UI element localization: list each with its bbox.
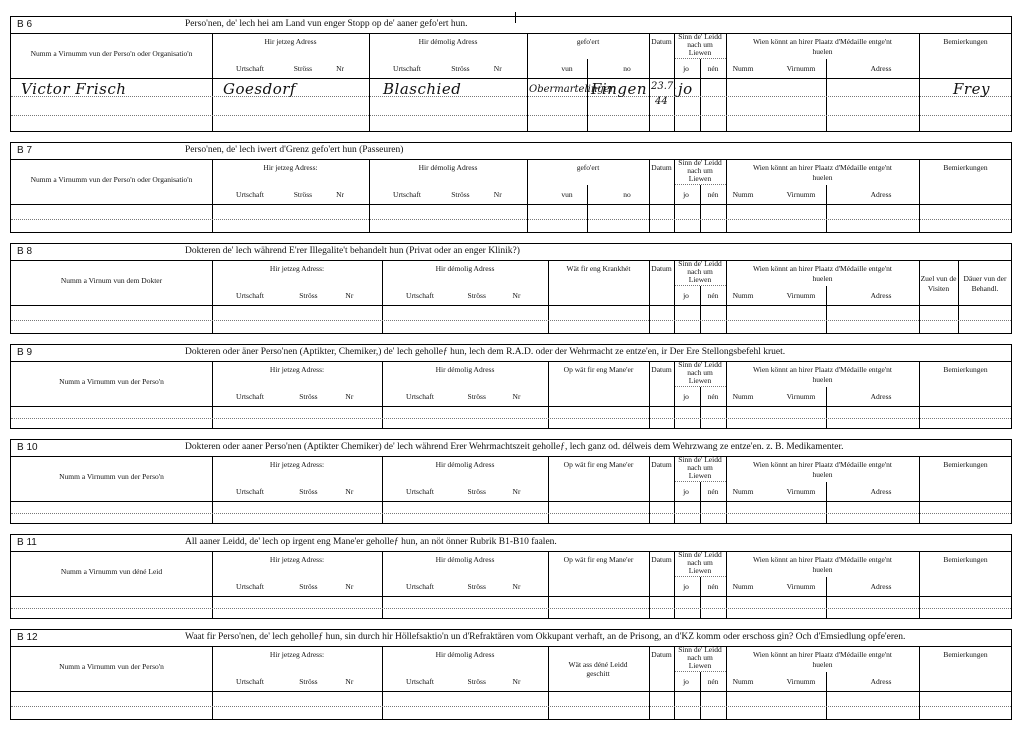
column-divider (548, 646, 549, 719)
column-divider (919, 646, 920, 719)
section-b10 (10, 439, 1012, 524)
section-title: Dokteren de' lech während E'rer Illegalite't behandelt hun (Privat oder an enger Klinik?) (185, 246, 520, 256)
section-title: Waat fir Perso'nen, de' lech geholleƒ hun, sin durch hir Höllefsaktio'n un d'Refraktären vom Okkupant verhaft, an de Prisong, an d'KZ komm oder erschoss gin? Och d'Emsiedlung opfe'eren. (185, 632, 906, 642)
column-header-row (11, 646, 1011, 692)
row-divider (11, 608, 1011, 609)
column-divider (212, 260, 213, 333)
alive-header: Sinn de' Leidd nach um Liewen (678, 455, 722, 480)
date-header: Datum (651, 37, 672, 46)
section-b6 (10, 16, 1012, 132)
firstname-subheader: Virnumm (786, 677, 816, 686)
yes-no-divider (700, 577, 701, 618)
firstname-subheader: Virnumm (786, 291, 816, 300)
surname-subheader: Numm (732, 64, 754, 73)
remarks-header: Bemierkungen (943, 365, 988, 374)
town-subheader: Urtschaft (236, 190, 264, 199)
current-address-header: Hir jetzeg Adress: (269, 460, 325, 469)
column-divider (369, 159, 370, 232)
column-divider (649, 33, 650, 131)
town-subheader: Urtschaft (393, 190, 421, 199)
current-address-header: Hir jetzeg Adress: (263, 163, 318, 172)
medal-header: Wien könnt an hirer Plaatz d'Médaille entge'nt huelen (752, 37, 893, 56)
column-divider (548, 260, 549, 333)
street-subheader: Ströss (299, 291, 318, 300)
section-title: Dokteren oder aaner Perso'nen (Aptikter Chemiker) de' lech während Erer Wehrmachtszeit geholleƒ, lech ganz od. délweis dem Wehrzwang ze entze'en. z. B. Medikamenter. (185, 442, 844, 452)
purpose-header: Wät ass déné Leidd geschitt (568, 660, 628, 678)
number-subheader: Nr (493, 190, 502, 199)
section-title: Perso'nen, de' lech hei am Land vun enger Stopp op de' aaner gefo'ert hun. (185, 19, 468, 29)
number-subheader: Nr (345, 487, 354, 496)
column-header-row (11, 260, 1011, 306)
remarks-header: Bemierkungen (943, 163, 988, 172)
column-divider (958, 260, 959, 333)
remarks-header: Bemierkungen (943, 37, 988, 46)
number-subheader: Nr (512, 677, 521, 686)
entry-name: Victor Frisch (21, 80, 127, 98)
address-subheader: Adress (870, 487, 892, 496)
address-subheader: Adress (870, 190, 892, 199)
date-header: Datum (651, 365, 672, 374)
number-subheader: Nr (345, 291, 354, 300)
name-column-header: Numm a Virnumm vun der Perso'n (59, 377, 164, 386)
medal-header: Wien könnt an hirer Plaatz d'Médaille entge'nt huelen (752, 163, 893, 182)
surname-subheader: Numm (732, 392, 754, 401)
number-subheader: Nr (345, 582, 354, 591)
column-header-row (11, 159, 1011, 205)
number-subheader: Nr (512, 392, 521, 401)
section-header (11, 17, 1011, 34)
column-divider (382, 646, 383, 719)
former-address-header: Hir démolig Adress (435, 460, 495, 469)
current-address-header: Hir jetzeg Adress (264, 37, 317, 46)
address-subheader: Adress (870, 64, 892, 73)
section-b9 (10, 344, 1012, 429)
address-subheader: Adress (870, 582, 892, 591)
section-b7 (10, 142, 1012, 233)
row-divider (11, 219, 1011, 220)
street-subheader: Ströss (467, 291, 486, 300)
column-divider (649, 260, 650, 333)
column-header-row (11, 361, 1011, 407)
surname-subheader: Numm (732, 190, 754, 199)
section-code: B 12 (17, 632, 38, 643)
to-subheader: no (623, 64, 631, 73)
street-subheader: Ströss (299, 677, 318, 686)
surname-subheader: Numm (732, 291, 754, 300)
purpose-header: Op wät fir eng Mane'er (563, 555, 634, 564)
column-header-row (11, 551, 1011, 597)
row-divider (11, 706, 1011, 707)
column-divider (212, 646, 213, 719)
town-subheader: Urtschaft (236, 487, 264, 496)
column-divider (527, 159, 528, 232)
address-subheader: Adress (870, 677, 892, 686)
entry-alive-yes: jo (678, 80, 693, 98)
section-code: B 10 (17, 442, 38, 453)
yes-subheader: jo (683, 582, 689, 591)
name-column-header: Numm a Virnum vun dem Dokter (60, 276, 163, 285)
yes-subheader: jo (683, 487, 689, 496)
medal-divider (826, 387, 827, 428)
date-header: Datum (651, 264, 672, 273)
current-address-header: Hir jetzeg Adress: (269, 650, 325, 659)
row-divider (11, 418, 1011, 419)
street-subheader: Ströss (451, 64, 470, 73)
medal-divider (826, 59, 827, 131)
yes-no-divider (700, 482, 701, 523)
medal-header: Wien könnt an hirer Plaatz d'Médaille entge'nt huelen (752, 650, 893, 669)
date-header: Datum (651, 555, 672, 564)
firstname-subheader: Virnumm (786, 64, 816, 73)
remarks-header: Bemierkungen (943, 650, 988, 659)
street-subheader: Ströss (299, 487, 318, 496)
town-subheader: Urtschaft (406, 291, 434, 300)
section-code: B 7 (17, 145, 33, 156)
entry-to: Fingen (591, 80, 648, 98)
medal-divider (826, 185, 827, 232)
medal-header: Wien könnt an hirer Plaatz d'Médaille entge'nt huelen (752, 555, 893, 574)
current-address-header: Hir jetzeg Adress: (269, 365, 325, 374)
alive-header: Sinn de' Leidd nach um Liewen (678, 645, 722, 670)
town-subheader: Urtschaft (236, 291, 264, 300)
column-divider (919, 159, 920, 232)
number-subheader: Nr (512, 487, 521, 496)
address-subheader: Adress (870, 291, 892, 300)
medal-divider (826, 672, 827, 719)
yes-subheader: jo (683, 64, 689, 73)
column-divider (726, 33, 727, 131)
date-header: Datum (651, 163, 672, 172)
transported-header: gefo'ert (576, 163, 600, 172)
name-column-header: Numm a Virnumm vun der Perso'n oder Organisatio'n (30, 175, 193, 184)
alive-header: Sinn de' Leidd nach um Liewen (678, 158, 722, 183)
name-column-header: Numm a Virnumm vun déné Leid (60, 567, 163, 576)
duration-header: Däuer vun der Behandl. (963, 274, 1007, 293)
row-divider (11, 320, 1011, 321)
entry-date-year: 44 (655, 96, 668, 107)
number-subheader: Nr (512, 582, 521, 591)
medal-header: Wien könnt an hirer Plaatz d'Médaille entge'nt huelen (752, 460, 893, 479)
from-subheader: vun (561, 64, 573, 73)
column-divider (674, 260, 675, 333)
medal-divider (826, 577, 827, 618)
column-header-row (11, 456, 1011, 502)
firstname-subheader: Virnumm (786, 190, 816, 199)
transported-header: gefo'ert (576, 37, 600, 46)
purpose-header: Wät fir eng Krankhét (566, 264, 631, 273)
number-subheader: Nr (336, 64, 344, 73)
column-divider (726, 159, 727, 232)
section-title: Dokteren oder äner Perso'nen (Aptikter, Chemiker,) de' lech geholleƒ hun, lech dem R.A.D. oder der Wehrmacht ze entze'en, ir Der Ere Stellongsbefehl kruet. (185, 347, 786, 357)
yes-subheader: jo (683, 190, 689, 199)
town-subheader: Urtschaft (236, 582, 264, 591)
column-divider (212, 159, 213, 232)
section-b8 (10, 243, 1012, 334)
former-address-header: Hir démolig Adress (418, 37, 478, 46)
firstname-subheader: Virnumm (786, 392, 816, 401)
column-divider (919, 260, 920, 333)
no-subheader: nén (707, 190, 719, 199)
current-address-header: Hir jetzeg Adress: (269, 555, 325, 564)
column-divider (919, 33, 920, 131)
surname-subheader: Numm (732, 677, 754, 686)
entry-former-town: Blaschied (383, 80, 462, 98)
town-subheader: Urtschaft (236, 677, 264, 686)
row-divider (11, 513, 1011, 514)
street-subheader: Ströss (467, 392, 486, 401)
to-subheader: no (623, 190, 631, 199)
visits-header: Zuel vun de Visiten (920, 274, 957, 293)
column-divider (674, 646, 675, 719)
column-divider (726, 260, 727, 333)
town-subheader: Urtschaft (406, 487, 434, 496)
street-subheader: Ströss (293, 64, 313, 73)
firstname-subheader: Virnumm (786, 582, 816, 591)
column-divider (527, 33, 528, 131)
current-address-header: Hir jetzeg Adress: (269, 264, 325, 273)
from-to-divider (587, 59, 588, 131)
medal-header: Wien könnt an hirer Plaatz d'Médaille entge'nt huelen (752, 264, 893, 283)
number-subheader: Nr (512, 291, 521, 300)
no-subheader: nén (707, 64, 719, 73)
column-header-row (11, 33, 1011, 79)
street-subheader: Ströss (467, 487, 486, 496)
section-header (11, 535, 1011, 552)
form-page (10, 12, 1012, 720)
purpose-header: Op wät fir eng Mane'er (563, 460, 634, 469)
town-subheader: Urtschaft (406, 677, 434, 686)
from-to-divider (587, 185, 588, 232)
address-subheader: Adress (870, 392, 892, 401)
street-subheader: Ströss (467, 582, 486, 591)
remarks-header: Bemierkungen (943, 555, 988, 564)
number-subheader: Nr (345, 677, 354, 686)
alive-header: Sinn de' Leidd nach um Liewen (678, 32, 722, 57)
firstname-subheader: Virnumm (786, 487, 816, 496)
row-divider (11, 115, 1011, 116)
section-header (11, 244, 1011, 261)
section-header (11, 630, 1011, 647)
entry-current-town: Goesdorf (223, 80, 296, 98)
column-divider (212, 33, 213, 131)
remarks-header: Bemierkungen (943, 460, 988, 469)
medal-header: Wien könnt an hirer Plaatz d'Médaille entge'nt huelen (752, 365, 893, 384)
from-subheader: vun (561, 190, 573, 199)
column-divider (649, 159, 650, 232)
town-subheader: Urtschaft (393, 64, 421, 73)
alive-header: Sinn de' Leidd nach um Liewen (678, 550, 722, 575)
former-address-header: Hir démolig Adress (418, 163, 478, 172)
yes-no-divider (700, 387, 701, 428)
yes-no-divider (700, 185, 701, 232)
street-subheader: Ströss (467, 677, 486, 686)
alive-header: Sinn de' Leidd nach um Liewen (678, 259, 722, 284)
yes-no-divider (700, 59, 701, 131)
number-subheader: Nr (336, 190, 344, 199)
entry-from: Obermartelingen (529, 84, 617, 95)
street-subheader: Ströss (293, 190, 313, 199)
no-subheader: nén (707, 677, 719, 686)
date-header: Datum (651, 460, 672, 469)
no-subheader: nén (707, 291, 719, 300)
column-divider (369, 33, 370, 131)
name-column-header: Numm a Virnumm vun der Perso'n (59, 662, 164, 671)
entry-remarks: Frey (953, 80, 990, 98)
former-address-header: Hir démolig Adress (435, 365, 495, 374)
street-subheader: Ströss (451, 190, 470, 199)
yes-subheader: jo (683, 677, 689, 686)
section-b12 (10, 629, 1012, 720)
street-subheader: Ströss (299, 392, 318, 401)
yes-no-divider (700, 672, 701, 719)
section-header (11, 143, 1011, 160)
name-column-header: Numm a Virnumm vun der Perso'n (59, 472, 164, 481)
row-divider (11, 96, 1011, 97)
former-address-header: Hir démolig Adress (435, 650, 495, 659)
no-subheader: nén (707, 487, 719, 496)
number-subheader: Nr (493, 64, 502, 73)
no-subheader: nén (707, 582, 719, 591)
surname-subheader: Numm (732, 582, 754, 591)
section-code: B 9 (17, 347, 33, 358)
column-divider (649, 646, 650, 719)
section-b11 (10, 534, 1012, 619)
purpose-header: Op wät fir eng Mane'er (563, 365, 634, 374)
town-subheader: Urtschaft (406, 582, 434, 591)
surname-subheader: Numm (732, 487, 754, 496)
date-header: Datum (651, 650, 672, 659)
town-subheader: Urtschaft (236, 64, 264, 73)
former-address-header: Hir démolig Adress (435, 264, 495, 273)
number-subheader: Nr (345, 392, 354, 401)
section-header (11, 345, 1011, 362)
name-column-header: Numm a Virnumm vun der Perso'n oder Organisatio'n (30, 49, 193, 58)
section-code: B 6 (17, 19, 33, 30)
entry-date-day: 23.7. (651, 81, 677, 92)
yes-no-divider (700, 286, 701, 333)
section-header (11, 440, 1011, 457)
section-code: B 11 (17, 537, 37, 548)
medal-divider (826, 286, 827, 333)
alive-header: Sinn de' Leidd nach um Liewen (678, 360, 722, 385)
column-divider (726, 646, 727, 719)
no-subheader: nén (707, 392, 719, 401)
column-divider (382, 260, 383, 333)
yes-subheader: jo (683, 291, 689, 300)
former-address-header: Hir démolig Adress (435, 555, 495, 564)
street-subheader: Ströss (299, 582, 318, 591)
town-subheader: Urtschaft (406, 392, 434, 401)
town-subheader: Urtschaft (236, 392, 264, 401)
medal-divider (826, 482, 827, 523)
section-code: B 8 (17, 246, 33, 257)
yes-subheader: jo (683, 392, 689, 401)
section-title: Perso'nen, de' lech iwert d'Grenz gefo'ert hun (Passeuren) (185, 145, 404, 155)
section-title: All aaner Leidd, de' lech op irgent eng Mane'er geholleƒ hun, an nöt önner Rubrik B1-B10 faalen. (185, 537, 557, 547)
column-divider (674, 159, 675, 232)
